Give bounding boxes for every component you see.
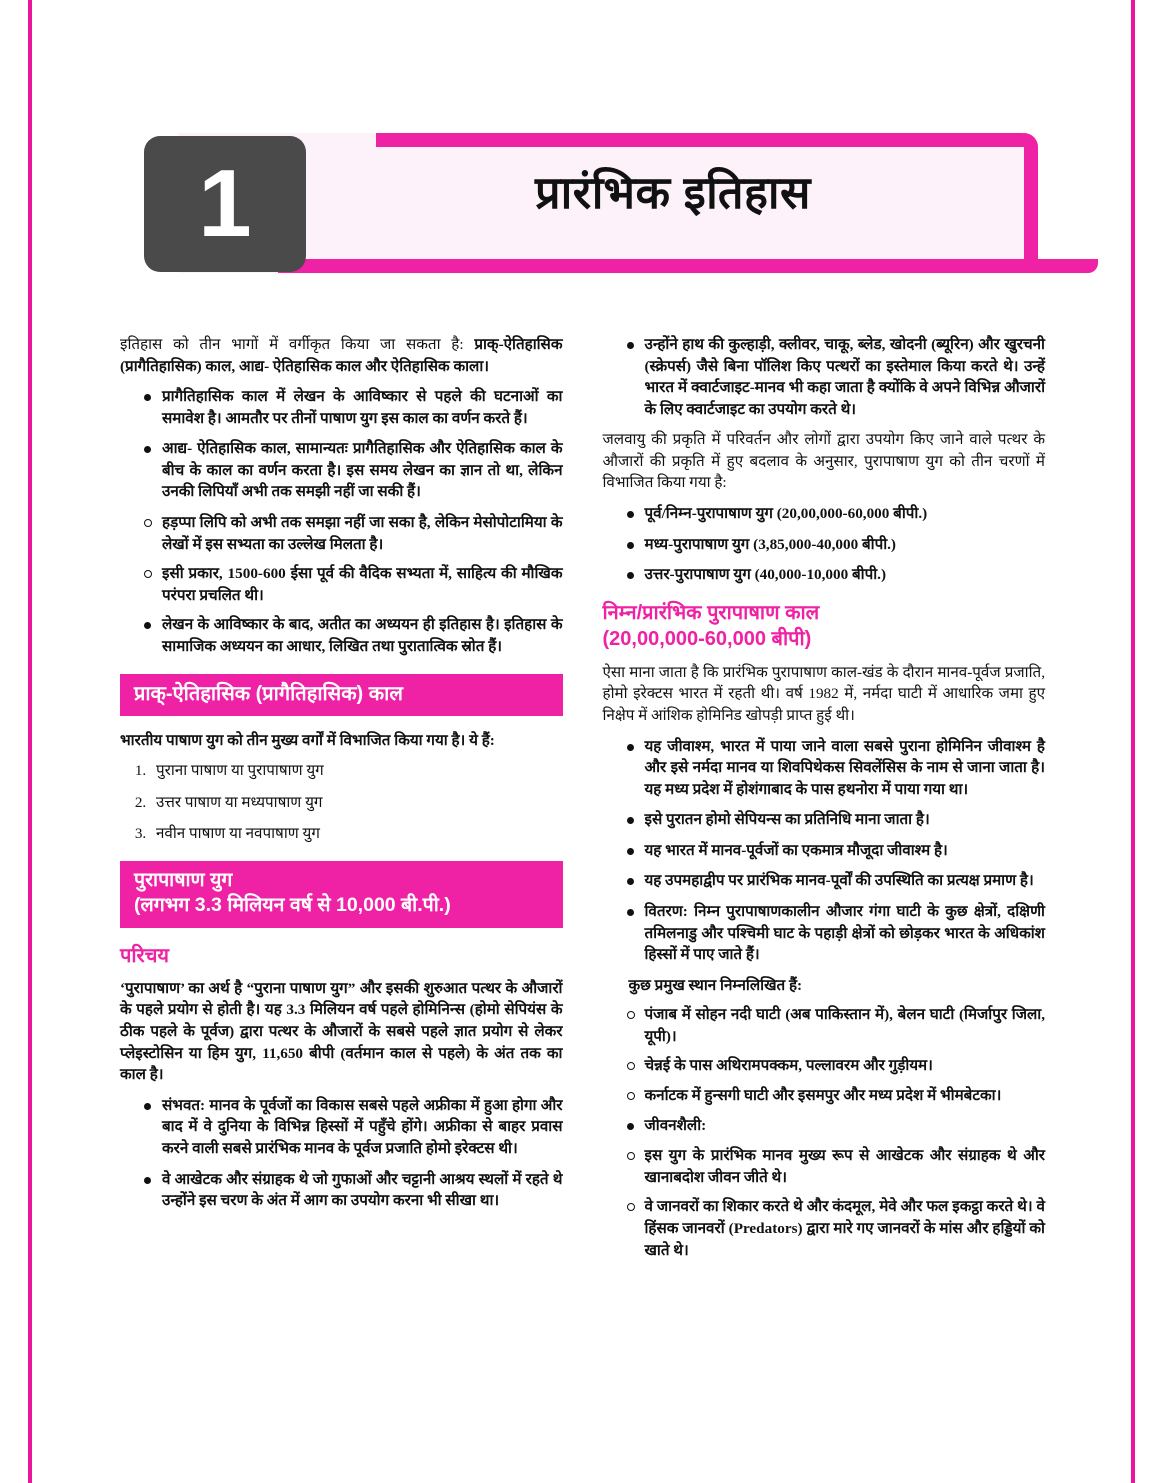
right-margin-rule xyxy=(1131,0,1135,1483)
paleolithic-intro-paragraph: ‘पुरापाषाण’ का अर्थ है “पुराना पाषाण युग” और इसकी शुरुआत पत्थर के औजारों के पहले प्रयोग से होती है। यह 3.3 मिलियन वर्ष पहले होमिनिन्स (होमो सेपियंस के ठीक पहले के पूर्वज) द्वारा पत्थर के औजारों के सबसे पहले ज्ञात प्रयोग से लेकर प्लेइस्टोसिन या हिम युग, 11,650 बीपी (वर्तमान काल से पहले) के अंत तक का काल है। xyxy=(120,979,563,1084)
list-item: प्रागैतिहासिक काल में लेखन के आविष्कार से पहले की घटनाओं का समावेश है। आमतौर पर तीनों पाषाण युग इस काल का वर्णन करते हैं। xyxy=(146,386,563,429)
intro-bullet-list xyxy=(120,386,563,503)
chapter-title: प्रारंभिक इतिहास xyxy=(535,167,811,218)
list-item: उत्तर-पुरापाषाण युग (40,000-10,000 बीपी.) xyxy=(629,564,1046,586)
phases-bullet-list xyxy=(603,503,1046,586)
list-item: मध्य-पुरापाषाण युग (3,85,000-40,000 बीपी.) xyxy=(629,534,1046,556)
sites-list xyxy=(603,1004,1046,1106)
list-item: इस युग के प्रारंभिक मानव मुख्य रूप से आखेटक और संग्राहक थे और खानाबदोश जीवन जीते थे। xyxy=(629,1145,1046,1188)
banner-stripe-bottom xyxy=(278,259,1098,273)
intro-paragraph-bold: प्राक्-ऐतिहासिक (प्रागैतिहासिक) काल, आद्य- ऐतिहासिक काल और ऐतिहासिक काला। xyxy=(120,336,563,375)
left-margin-rule xyxy=(28,0,32,1483)
stone-age-intro: भारतीय पाषाण युग को तीन मुख्य वर्गों में विभाजित किया गया है। ये हैं: xyxy=(120,731,495,749)
list-item: 2. उत्तर पाषाण या मध्यपाषाण युग xyxy=(150,792,563,814)
intro-paragraph: इतिहास को तीन भागों में वर्गीकृत किया जा सकता है: प्राक्-ऐतिहासिक (प्रागैतिहासिक) काल, आद्य- ऐतिहासिक काल और ऐतिहासिक काला। xyxy=(120,336,563,375)
list-item: इसी प्रकार, 1500-600 ईसा पूर्व की वैदिक सभ्यता में, साहित्य की मौखिक परंपरा प्रचलित थी। xyxy=(146,563,563,606)
list-item: वे जानवरों का शिकार करते थे और कंदमूल, मेवे और फल इकट्ठा करते थे। वे हिंसक जानवरों (Predators) द्वारा मारे गए जानवरों के मांस और हड्डियों को खाते थे। xyxy=(629,1196,1046,1261)
two-column-body xyxy=(120,334,1045,1269)
paleolithic-bullet-list xyxy=(120,1095,563,1212)
list-item: पूर्व/निम्न-पुरापाषाण युग (20,00,000-60,000 बीपी.) xyxy=(629,503,1046,525)
list-item: वे आखेटक और संग्राहक थे जो गुफाओं और चट्टानी आश्रय स्थलों में रहते थे उन्होंने इस चरण के अंत में आग का उपयोग करना भी सीखा था। xyxy=(146,1169,563,1212)
intro-bullet-list-last xyxy=(120,614,563,657)
heading-lower-paleolithic-line1: निम्न/प्रारंभिक पुरापाषाण काल xyxy=(602,601,820,624)
banner-accent-right xyxy=(1024,133,1038,273)
banner-stripe-top xyxy=(376,133,1036,147)
heading-lower-paleolithic xyxy=(603,600,1046,652)
chapter-number: 1 xyxy=(144,136,306,272)
stone-age-list xyxy=(120,760,563,845)
list-item: लेखन के आविष्कार के बाद, अतीत का अध्ययन ही इतिहास है। इतिहास के सामाजिक अध्ययन का आधार, लिखित तथा पुरातात्विक स्रोत हैं। xyxy=(146,614,563,657)
list-item: यह उपमहाद्वीप पर प्रारंभिक मानव-पूर्वों की उपस्थिति का प्रत्यक्ष प्रमाण है। xyxy=(629,870,1046,892)
intro-sub-bullet-list xyxy=(120,512,563,606)
list-item: 1. पुराना पाषाण या पुरापाषाण युग xyxy=(150,760,563,782)
lifestyle-bullet xyxy=(603,1115,1046,1137)
list-item: पंजाब में सोहन नदी घाटी (अब पाकिस्तान में), बेलन घाटी (मिर्जापुर जिला, यूपी)। xyxy=(629,1004,1046,1047)
heading-paleolithic xyxy=(120,861,563,928)
list-item: संभवत: मानव के पूर्वजों का विकास सबसे पहले अफ्रीका में हुआ होगा और बाद में वे दुनिया के विभिन्न हिस्सों में पहुँचे होंगे। अफ्रीका से बाहर प्रवास करने वाली सबसे प्रारंभिक मानव के पूर्वज प्रजाति होमो इरेक्टस थी। xyxy=(146,1095,563,1160)
lifestyle-list xyxy=(603,1145,1046,1261)
list-item: चेन्नई के पास अथिरामपक्कम, पल्लावरम और गुड़ीयम। xyxy=(629,1055,1046,1077)
list-item: यह भारत में मानव-पूर्वजों का एकमात्र मौजूदा जीवाश्म है। xyxy=(629,840,1046,862)
list-item: 3. नवीन पाषाण या नवपाषाण युग xyxy=(150,823,563,845)
list-item: आद्य- ऐतिहासिक काल, सामान्यतः प्रागैतिहासिक और ऐतिहासिक काल के बीच के काल का वर्णन करता है। इस समय लेखन का ज्ञान तो था, लेकिन उनकी लिपियाँ अभी तक समझी नहीं जा सकी हैं। xyxy=(146,438,563,503)
list-item: यह जीवाश्म, भारत में पाया जाने वाला सबसे पुराना होमिनिन जीवाश्म है और इसे नर्मदा मानव या शिवपिथेकस सिवलेंसिस के नाम से जाना जाता है। यह मध्य प्रदेश में होशंगाबाद के पास हथनोरा में पाया गया था। xyxy=(629,736,1046,801)
tools-bullet-list xyxy=(603,334,1046,420)
phases-intro-paragraph: जलवायु की प्रकृति में परिवर्तन और लोगों द्वारा उपयोग किए जाने वाले पत्थर के औजारों की प्रकृति में हुए बदलाव के अनुसार, पुरापाषाण युग को तीन चरणों में विभाजित किया गया है: xyxy=(602,431,1045,492)
heading-paleolithic-line2: (लगभग 3.3 मिलियन वर्ष से 10,000 बी.पी.) xyxy=(134,894,451,917)
list-item: वितरण: निम्न पुरापाषाणकालीन औजार गंगा घाटी के कुछ क्षेत्रों, दक्षिणी तमिलनाडु और पश्चिमी घाट के पहाड़ी क्षेत्रों को छोड़कर भारत के अधिकांश हिस्सों में पाए जाते हैं। xyxy=(629,901,1046,966)
heading-prehistoric: प्राक्-ऐतिहासिक (प्रागैतिहासिक) काल xyxy=(120,674,563,716)
heading-introduction: परिचय xyxy=(120,944,170,967)
left-column xyxy=(120,334,563,1269)
lower-paleolithic-paragraph: ऐसा माना जाता है कि प्रारंभिक पुरापाषाण काल-खंड के दौरान मानव-पूर्वज प्रजाति, होमो इरेक्टस भारत में रहती थी। वर्ष 1982 में, नर्मदा घाटी में आधारिक जमा हुए निक्षेप में आंशिक होमिनिड खोपड़ी प्राप्त हुई थी। xyxy=(602,663,1045,724)
sites-intro: कुछ प्रमुख स्थान निम्नलिखित हैं: xyxy=(628,976,803,994)
list-item: उन्होंने हाथ की कुल्हाड़ी, क्लीवर, चाकू, ब्लेड, खोदनी (ब्यूरिन) और खुरचनी (स्क्रेपर्स) जैसे बिना पॉलिश किए पत्थरों का इस्तेमाल किया करते थे। उन्हें भारत में क्वार्टजाइट-मानव भी कहा जाता है क्योंकि वे अपने विभिन्न औजारों के लिए क्वार्टजाइट का उपयोग करते थे। xyxy=(629,334,1046,420)
list-item: कर्नाटक में हुन्सगी घाटी और इसमपुर और मध्य प्रदेश में भीमबेटका। xyxy=(629,1085,1046,1107)
list-item: इसे पुरातन होमो सेपियन्स का प्रतिनिधि माना जाता है। xyxy=(629,809,1046,831)
chapter-banner xyxy=(128,133,1036,278)
list-item: जीवनशैली: xyxy=(629,1115,1046,1137)
heading-paleolithic-line1: पुरापाषाण युग xyxy=(134,868,233,891)
lower-paleolithic-bullet-list xyxy=(603,736,1046,966)
list-item: हड़प्पा लिपि को अभी तक समझा नहीं जा सका है, लेकिन मेसोपोटामिया के लेखों में इस सभ्यता का उल्लेख मिलता है। xyxy=(146,512,563,555)
right-column xyxy=(603,334,1046,1269)
heading-lower-paleolithic-line2: (20,00,000-60,000 बीपी) xyxy=(602,627,812,650)
